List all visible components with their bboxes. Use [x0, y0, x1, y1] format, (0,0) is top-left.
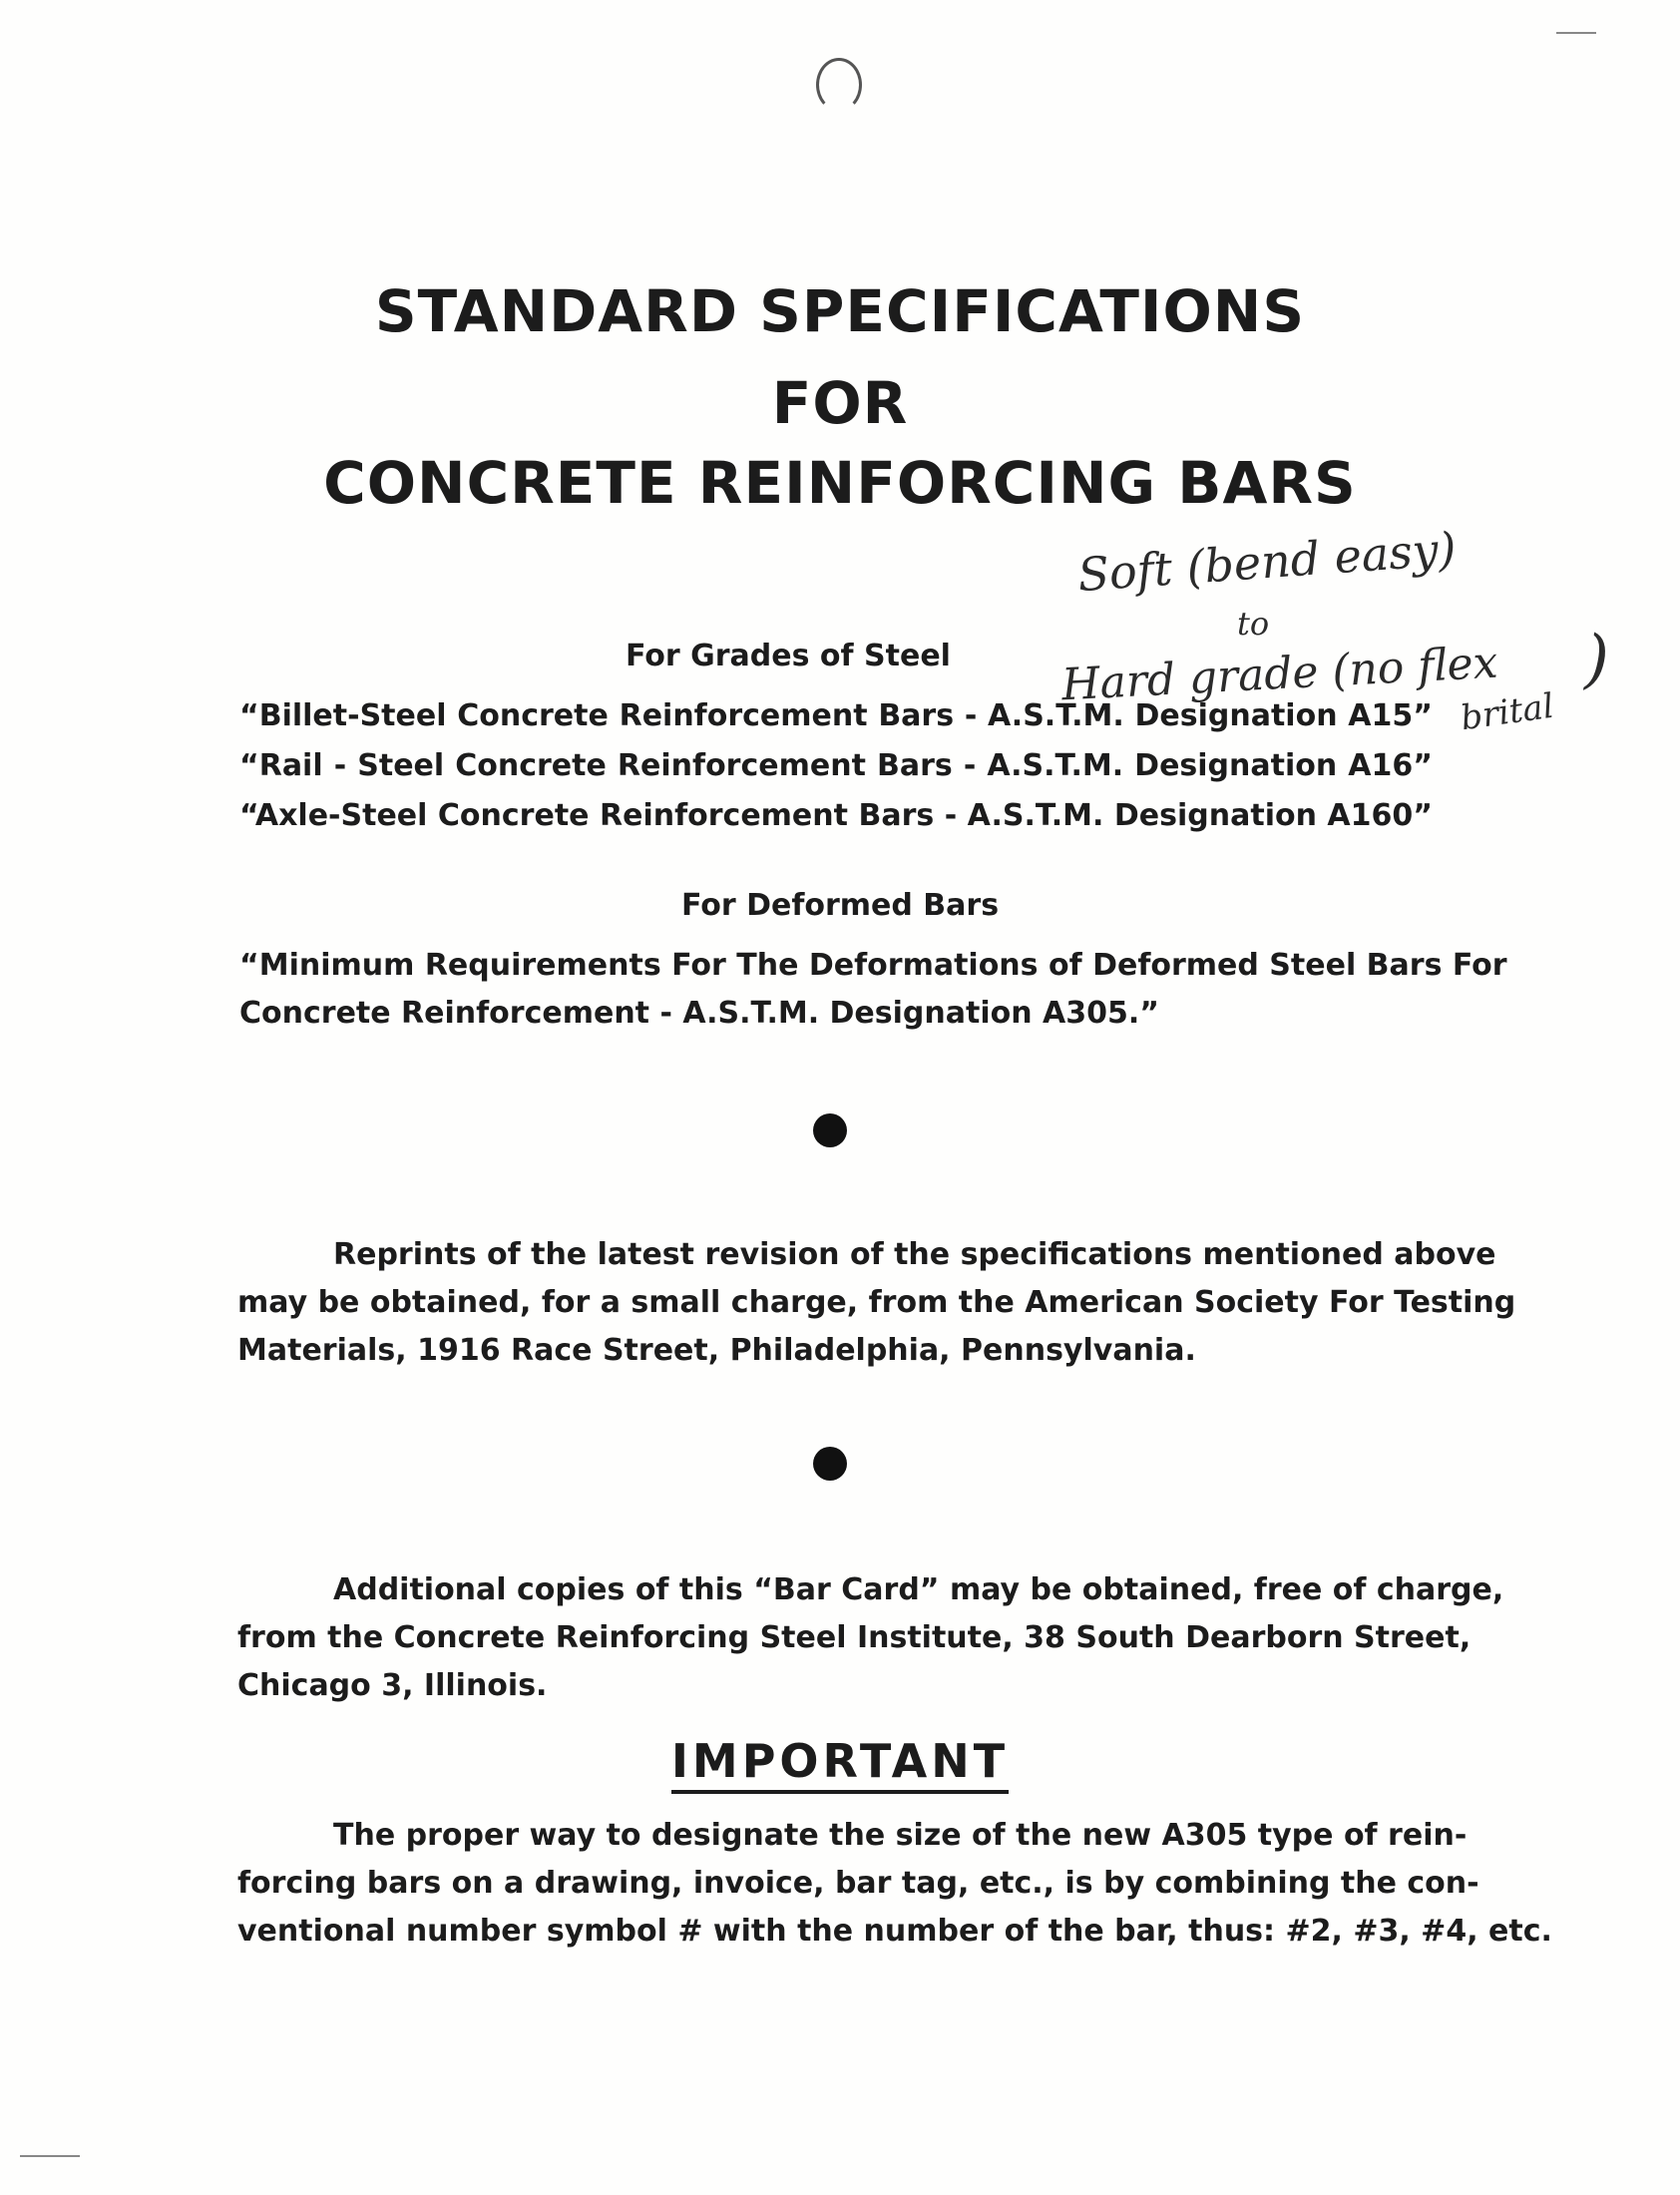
- handwritten-note-to: to: [1237, 605, 1270, 643]
- edge-scuff: [1556, 32, 1596, 34]
- reprints-line-1: Reprints of the latest revision of the specifications mentioned above: [333, 1237, 1496, 1272]
- copies-line-1: Additional copies of this “Bar Card” may be obtained, free of charge,: [333, 1572, 1504, 1607]
- deformed-line-2: Concrete Reinforcement - A.S.T.M. Designation A305.”: [239, 996, 1159, 1031]
- title-line-3: CONCRETE REINFORCING BARS: [323, 449, 1357, 517]
- copies-line-2: from the Concrete Reinforcing Steel Institute, 38 South Dearborn Street,: [237, 1620, 1471, 1655]
- important-heading: IMPORTANT: [671, 1734, 1009, 1794]
- copies-line-3: Chicago 3, Illinois.: [237, 1668, 548, 1703]
- grade-item-axle: “Axle-Steel Concrete Reinforcement Bars - A.S.T.M. Designation A160”: [239, 798, 1433, 833]
- punch-hole-mark: [816, 58, 862, 112]
- handwritten-note-brital: brital: [1458, 685, 1557, 739]
- handwritten-note-paren: ): [1584, 623, 1609, 696]
- important-line-2: forcing bars on a drawing, invoice, bar tag, etc., is by combining the con-: [237, 1866, 1479, 1901]
- handwritten-note-soft: Soft (bend easy): [1075, 521, 1459, 603]
- important-line-1: The proper way to designate the size of the new A305 type of rein-: [333, 1818, 1468, 1853]
- grades-heading: For Grades of Steel: [626, 639, 951, 673]
- edge-scuff: [20, 2155, 80, 2157]
- section-bullet: [813, 1447, 847, 1481]
- grade-item-rail: “Rail - Steel Concrete Reinforcement Bars - A.S.T.M. Designation A16”: [239, 748, 1433, 783]
- handwritten-note-hard: Hard grade (no flex: [1059, 637, 1499, 711]
- section-bullet: [813, 1113, 847, 1147]
- title-line-1: STANDARD SPECIFICATIONS: [374, 277, 1306, 345]
- important-line-3: ventional number symbol # with the number of the bar, thus: #2, #3, #4, etc.: [237, 1914, 1552, 1949]
- deformed-heading: For Deformed Bars: [680, 888, 1000, 923]
- reprints-line-2: may be obtained, for a small charge, from the American Society For Testing: [237, 1285, 1516, 1320]
- title-line-2: FOR: [771, 369, 909, 437]
- reprints-line-3: Materials, 1916 Race Street, Philadelphia, Pennsylvania.: [237, 1333, 1196, 1368]
- deformed-line-1: “Minimum Requirements For The Deformations of Deformed Steel Bars For: [239, 948, 1507, 983]
- important-heading-wrap: [0, 1734, 1680, 1788]
- grade-item-billet: “Billet-Steel Concrete Reinforcement Bars - A.S.T.M. Designation A15”: [239, 698, 1433, 733]
